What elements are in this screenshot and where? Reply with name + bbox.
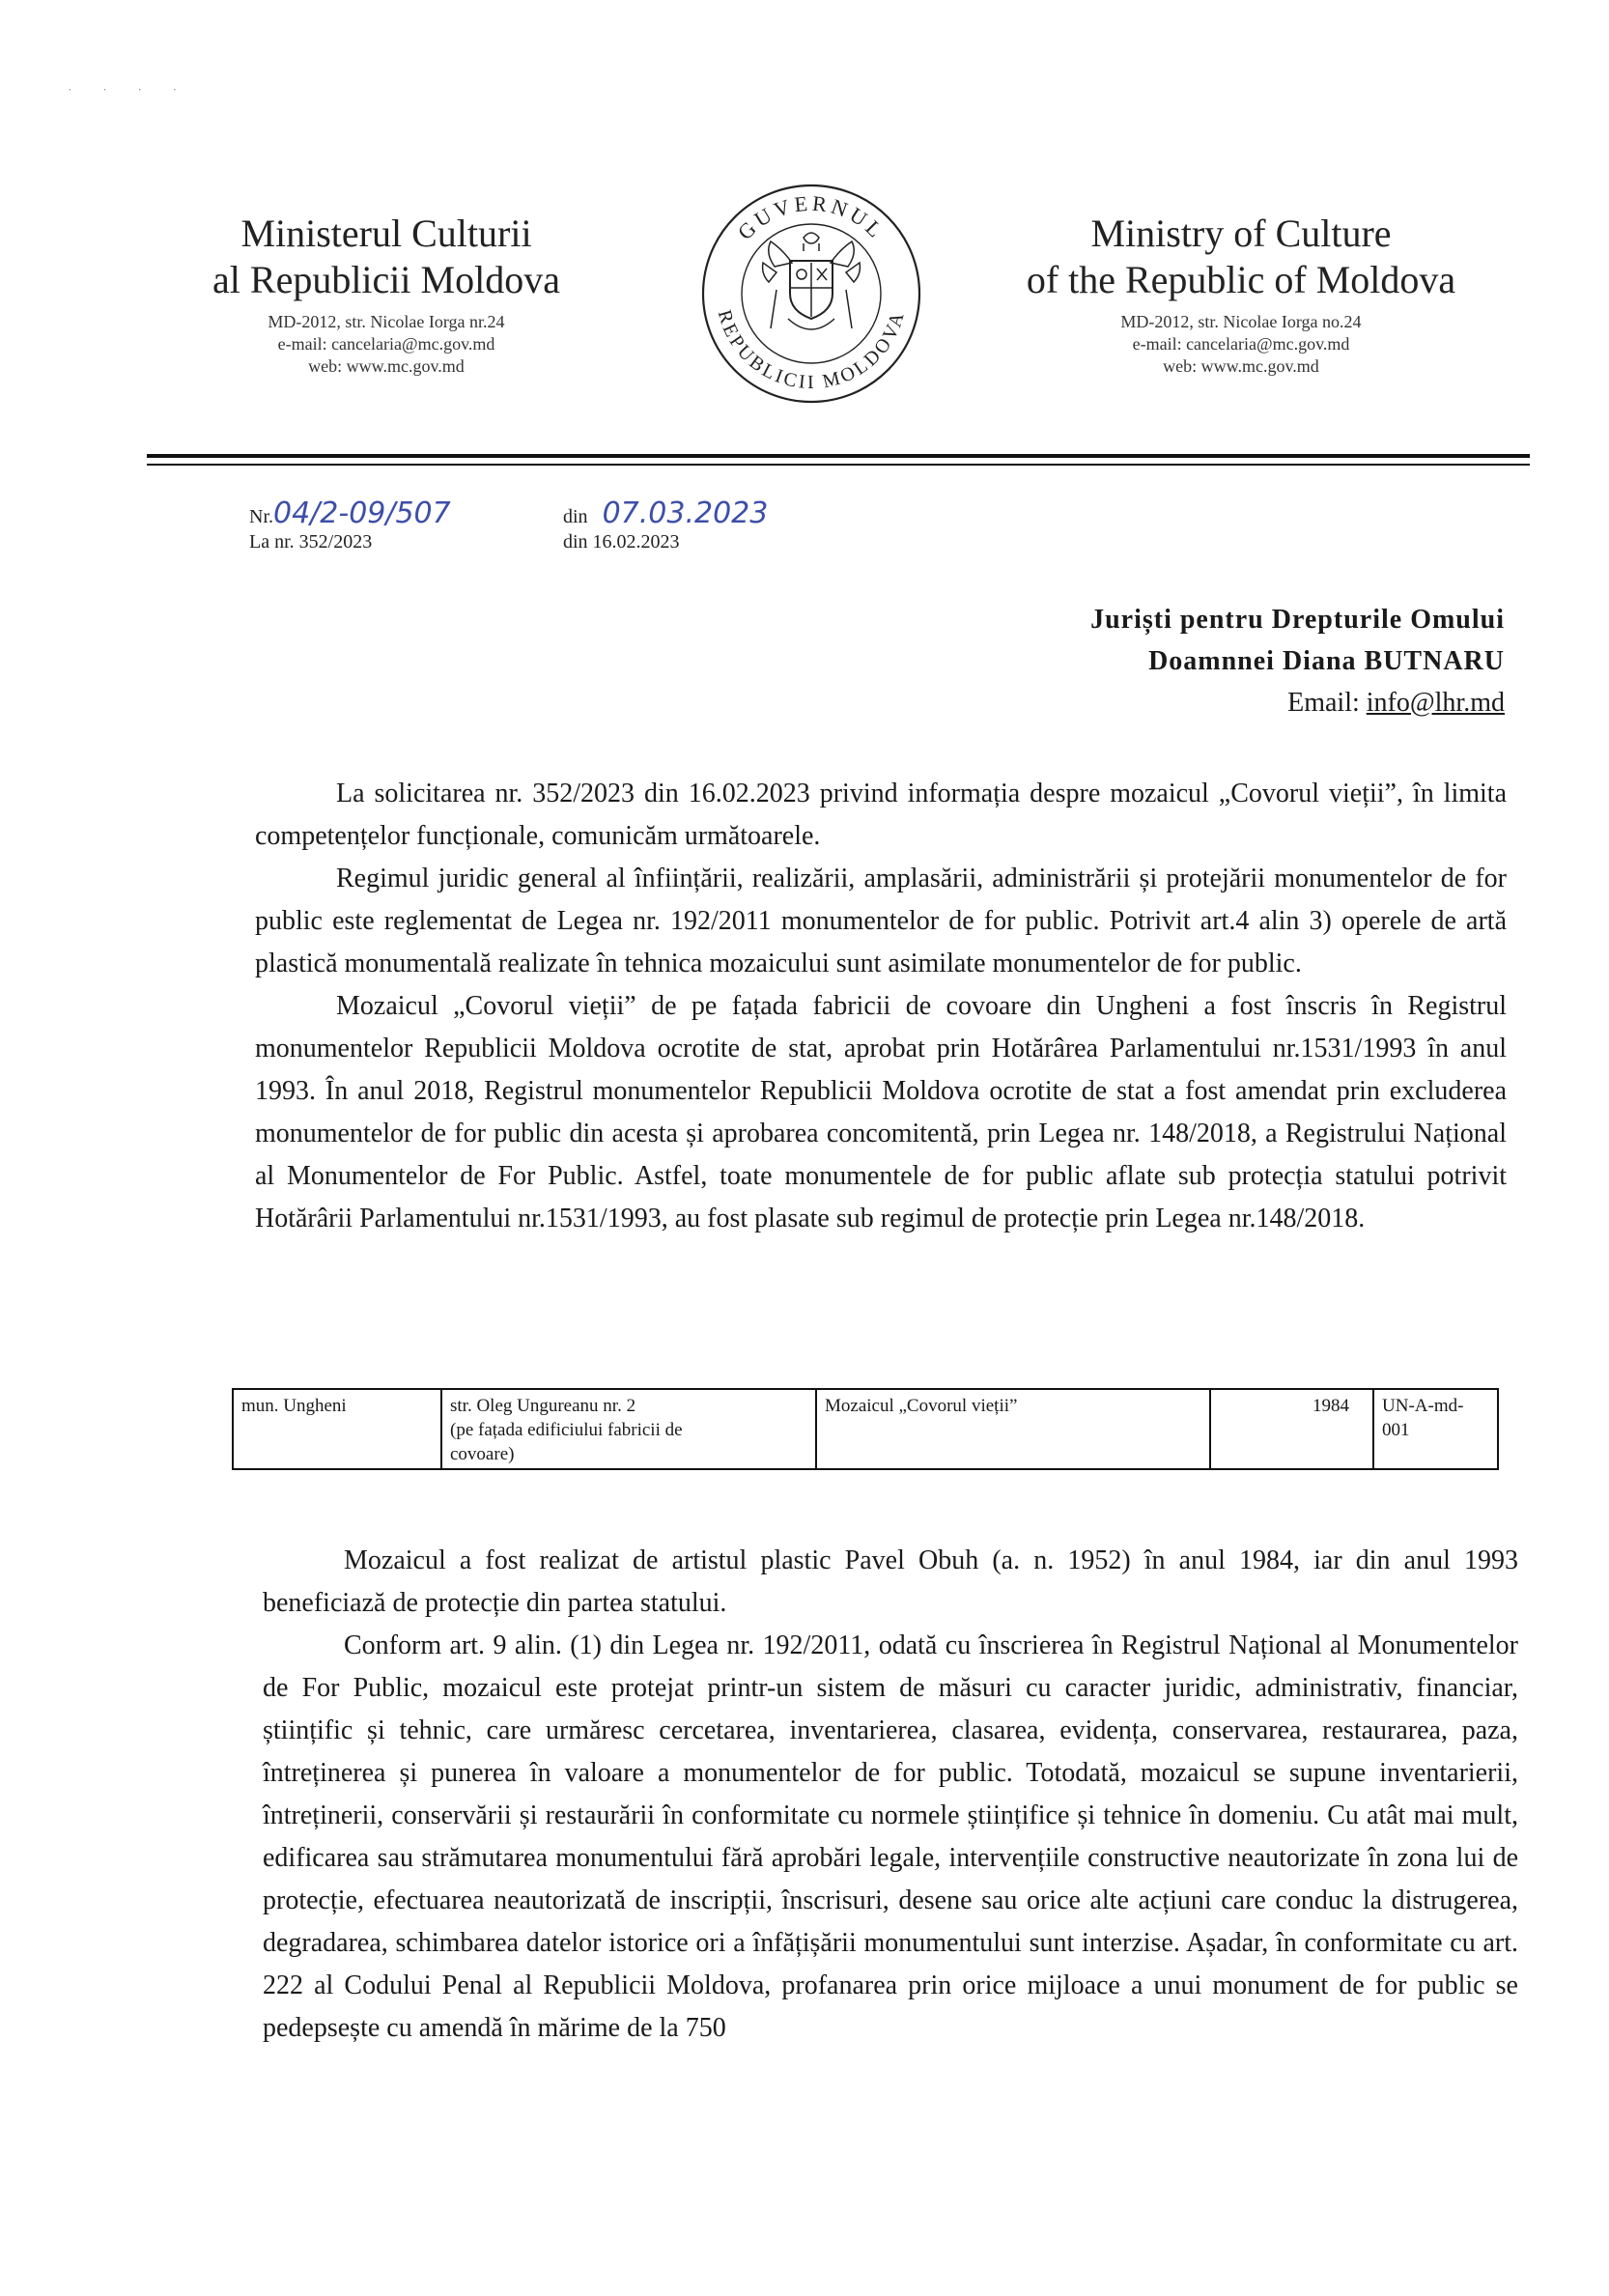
addressee-block — [1090, 599, 1505, 723]
incoming-number: La nr. 352/2023 — [249, 531, 373, 553]
email-link[interactable]: info@lhr.md — [1366, 688, 1505, 718]
monument-register-table — [232, 1388, 1499, 1470]
cell-address — [441, 1389, 816, 1469]
date-handwritten: 07.03.2023 — [602, 496, 769, 530]
ministry-email-en: e-mail: cancelaria@mc.gov.md — [1132, 334, 1350, 354]
header-right-en — [1004, 211, 1478, 378]
svg-text:GUVERNUL — [733, 191, 890, 245]
ministry-name-ro-line1: Ministerul Culturii — [240, 212, 532, 255]
header-divider-thick — [147, 454, 1530, 458]
cell-code: UN-A-md-001 — [1373, 1389, 1498, 1469]
seal-top-text: GUVERNUL — [732, 190, 890, 245]
paragraph: Mozaicul „Covorul vieții” de pe fațada fabricii de covoare din Ungheni a fost înscris în Registrul monumentelor Republicii Moldova ocrotite de stat, aprobat prin Hotărârea Parlamentului nr.1531/1993 în anul 1993. În anul 2018, Registrul monumentelor Republicii Moldova ocrotite de stat a fost amendat prin excluderea monumentelor de for public din acesta și aprobarea concomitentă, prin Legea nr. 148/2018, a Registrului Național al Monumentelor de For Public. Astfel, toate monumentele de for public aflate sub protecția statului potrivit Hotărârii Parlamentului nr.1531/1993, au fost plasate sub regimul de protecție prin Legea nr.148/2018. — [255, 991, 1507, 1233]
ministry-web-ro: web: www.mc.gov.md — [308, 356, 465, 376]
paragraph: Mozaicul a fost realizat de artistul plastic Pavel Obuh (a. n. 1952) în anul 1984, iar din anul 1993 beneficiază de protecție din partea statului. — [263, 1545, 1518, 1618]
ministry-name-ro-line2: al Republicii Moldova — [212, 258, 560, 301]
address-line: covoare) — [450, 1444, 515, 1464]
scan-specks: ˙ ˙ ˙ ˙ — [68, 87, 191, 101]
body-text-bottom — [263, 1540, 1518, 2050]
addressee-org: Juriști pentru Drepturile Omului — [1090, 605, 1505, 635]
paragraph: La solicitarea nr. 352/2023 din 16.02.2023 privind informația despre mozaicul „Covorul vieții”, în limita competențelor funcționale, comunicăm următoarele. — [255, 779, 1507, 851]
nr-label: Nr. — [249, 506, 273, 527]
body-text-top — [255, 773, 1507, 1240]
paragraph: Conform art. 9 alin. (1) din Legea nr. 192/2011, odată cu înscrierea în Registrul Național al Monumentelor de For Public, mozaicul este protejat printr-un sistem de măsuri cu caracter juridic, administrativ, financiar, științific și tehnic, care urmăresc cercetarea, inventarierea, clasarea, evidența, conservarea, restaurarea, paza, întreținerea și punerea în valoare a monumentelor de for public. Totodată, mozaicul se supune inventarierii, întreținerii, conservării și restaurării în conformitate cu normele științifice și tehnice în domeniu. Cu atât mai mult, edificarea sau strămutarea monumentului fără aprobări legale, intervențiile constructive neautorizate în zona lui de protecție, efectuarea neautorizată de inscripții, înscrisuri, desene sau orice alte acțiuni care conduc la distrugerea, degradarea, schimbarea datelor istorice ori a înfățișării monumentului sunt interzise. Așadar, în conformitate cu art. 222 al Codului Penal al Republicii Moldova, profanarea prin orice mijloace a unui monument de for public se pedepsește cu amendă în mărime de la 750 — [263, 1630, 1518, 2043]
coat-of-arms-icon — [763, 233, 861, 329]
address-line: str. Oleg Ungureanu nr. 2 — [450, 1396, 636, 1416]
din-label: din — [563, 506, 588, 527]
ministry-name-en-line2: of the Republic of Moldova — [1026, 258, 1456, 301]
seal-bottom-text: REPUBLICII MOLDOVA — [713, 307, 910, 394]
nr-handwritten: 04/2-09/507 — [273, 496, 451, 530]
cell-year: 1984 — [1210, 1389, 1373, 1469]
ministry-address-en: MD-2012, str. Nicolae Iorga no.24 — [1120, 312, 1362, 331]
addressee-email — [1090, 682, 1505, 723]
ministry-email-ro: e-mail: cancelaria@mc.gov.md — [277, 334, 495, 354]
incoming-date: din 16.02.2023 — [563, 531, 680, 553]
ministry-address-ro: MD-2012, str. Nicolae Iorga nr.24 — [268, 312, 505, 331]
ministry-name-en-line1: Ministry of Culture — [1090, 212, 1392, 255]
addressee-name: Doamnnei Diana BUTNARU — [1148, 646, 1505, 676]
header-left-ro — [193, 211, 579, 378]
header-divider-thin — [147, 464, 1530, 466]
svg-text:REPUBLICII MOLDOVA — [714, 307, 910, 393]
paragraph: Regimul juridic general al înființării, realizării, amplasării, administrării și protejării monumentelor de for public este reglementat de Legea nr. 192/2011 monumentelor de for public. Potrivit art.4 alin 3) operele de artă plastică monumentală realizate în tehnica mozaicului sunt asimilate monumentelor de for public. — [255, 864, 1507, 978]
cell-locality: mun. Ungheni — [233, 1389, 441, 1469]
cell-monument-name: Mozaicul „Covorul vieții” — [816, 1389, 1210, 1469]
outgoing-number — [249, 496, 451, 530]
table-row — [233, 1389, 1498, 1469]
government-seal — [695, 174, 927, 411]
address-line: (pe fațada edificiului fabricii de — [450, 1420, 683, 1440]
ministry-web-en: web: www.mc.gov.md — [1163, 356, 1319, 376]
email-label: Email: — [1287, 688, 1367, 718]
outgoing-date — [563, 496, 768, 530]
